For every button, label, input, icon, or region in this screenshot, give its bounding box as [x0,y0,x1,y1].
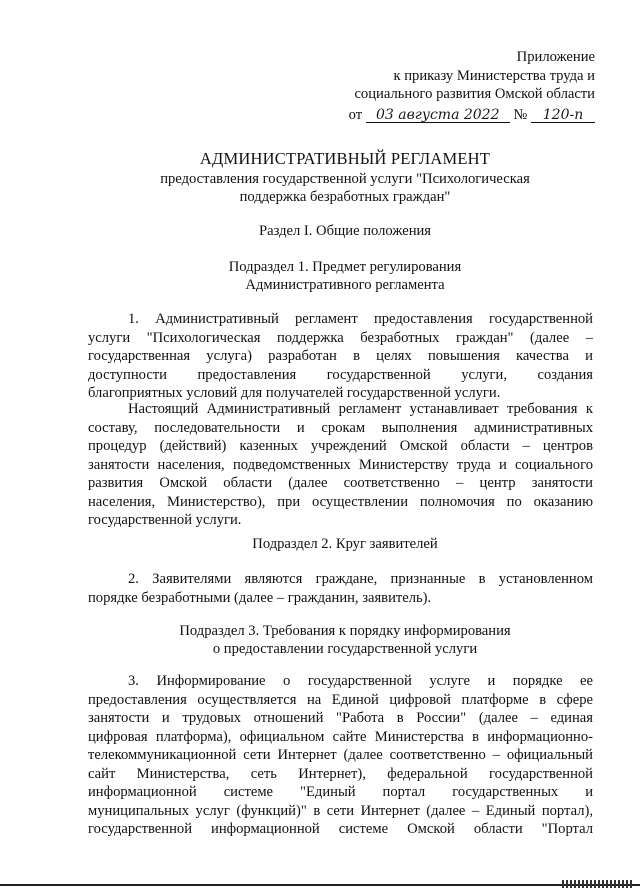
handwritten-date: 03 августа 2022 [366,108,510,123]
paragraph-line: благоприятных условий для получателей государственной услуги. [88,385,501,401]
date-prefix: от [348,106,363,123]
paragraph-line: цифровая платформа), официальном сайте Министерства в информационно- [88,728,593,745]
paragraph-line: составу, последовательности и срокам выполнения административных [88,419,593,436]
paragraph-4 [88,672,593,839]
paragraph-2 [88,400,593,530]
title-sub-1: предоставления государственной услуги "Психологическая [160,171,530,187]
header-line-3: социального развития Омской области [354,86,595,102]
paragraph-line: порядке безработными (далее – гражданин, заявитель). [88,589,432,606]
title-sub-2: поддержка безработных граждан" [239,189,451,205]
subsection-1-line-1: Подраздел 1. Предмет регулирования [228,259,462,275]
paragraph-line: государственной информационной системе Омской области "Портал [88,821,593,837]
header-line-2: к приказу Министерства труда и [393,67,595,84]
paragraph-line: 2. Заявителями являются граждане, признанные в установленном [128,571,593,587]
number-label: № [513,106,528,123]
subsection-3-line-1: Подраздел 3. Требования к порядку информирования [179,623,511,639]
scan-bottom-edge [0,884,640,886]
subsection-2-heading [60,535,630,553]
scan-barcode-mark [562,880,632,888]
paragraph-line: муниципальных услуг (функций)" в сети Интернет (далее – Единый портал), [88,802,593,819]
paragraph-line: телекоммуникационной сети Интернет (далее соответственно – официальный [88,747,593,763]
paragraph-3 [88,570,593,607]
paragraph-line: населения, Министерство), при осуществлении полномочия по оказанию [88,493,593,510]
section-heading [60,222,630,240]
paragraph-line: Настоящий Административный регламент устанавливает требования к [128,401,593,417]
paragraph-line: сайт Министерства, сеть Интернет), федеральной государственной [88,765,593,782]
subsection-1-heading [60,258,630,294]
paragraph-line: государственной услуги. [88,512,242,528]
paragraph-line: развития Омской области (далее соответственно – центр занятости [88,475,593,491]
paragraph-line: занятости и трудовых отношений "Работа в России" (далее – единая [88,710,593,726]
document-title [60,150,630,206]
paragraph-line: предоставления осуществляется на Единой цифровой платформе в сфере [88,691,593,708]
paragraph-line: занятости населения, подведомственных Министерству труда и социального [88,456,593,473]
subsection-1-line-2: Административного регламента [245,277,445,293]
paragraph-line: 1. Административный регламент предоставления государственной [128,311,593,327]
handwritten-number: 120-п [531,108,595,123]
paragraph-line: информационной системе "Единый портал государственных и [88,784,593,800]
section-1-heading: Раздел I. Общие положения [258,223,432,239]
title-main: АДМИНИСТРАТИВНЫЙ РЕГЛАМЕНТ [199,149,491,168]
subsection-2-line: Подраздел 2. Круг заявителей [252,536,438,552]
paragraph-line: доступности предоставления государственной услуги, создания [88,366,593,383]
subsection-3-line-2: о предоставлении государственной услуги [212,641,478,657]
subsection-3-heading [60,622,630,658]
paragraph-1 [88,310,593,403]
approval-header [265,48,595,124]
paragraph-line: услуги "Психологическая поддержка безработных граждан" (далее – [88,329,593,346]
header-line-1: Приложение [516,49,595,65]
header-date-line [265,106,595,125]
paragraph-line: процедур (действий) казенных учреждений Омской области – центров [88,438,593,454]
paragraph-line: государственная услуга) разработан в целях повышения качества и [88,348,593,364]
paragraph-line: 3. Информирование о государственной услуге и порядке ее [128,673,593,689]
